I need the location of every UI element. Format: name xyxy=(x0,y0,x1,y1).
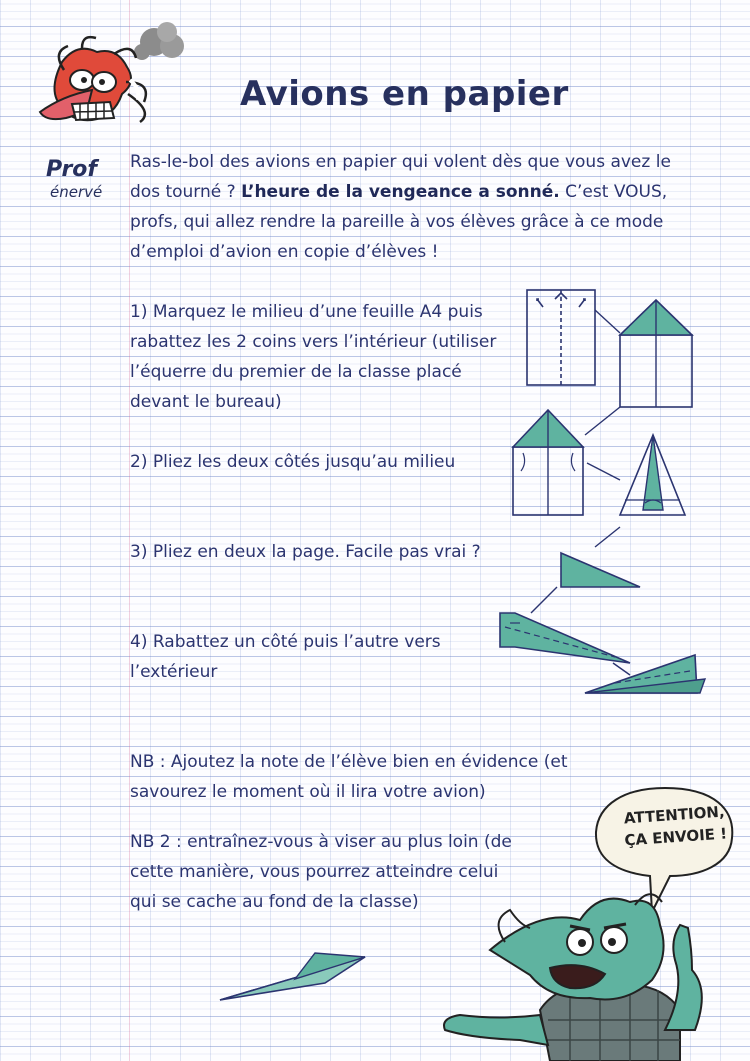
angry-prof-illustration xyxy=(22,22,192,162)
fold-step-1-sheet xyxy=(527,290,595,385)
step-2-text: 2) Pliez les deux côtés jusqu’au milieu xyxy=(130,452,456,472)
folding-diagrams xyxy=(495,285,715,705)
intro-text-1: Ras-le-bol des avions en papier qui volent dès que vous avez le dos tourné ? xyxy=(130,152,671,202)
fold-step-3-shape xyxy=(561,553,640,587)
intro-paragraph xyxy=(130,147,690,267)
intro-text-2: C’est VOUS, profs, qui allez rendre la pareille à vos élèves grâce à ce mode d’emploi d’avion en copie d’élèves ! xyxy=(130,182,668,262)
paper-plane-icon xyxy=(215,945,375,1005)
green-prof-illustration xyxy=(430,880,750,1061)
fold-step-1-result xyxy=(620,300,692,407)
prof-badge-sublabel: énervé xyxy=(50,183,103,201)
speech-bubble-line-2: ÇA ENVOIE ! xyxy=(623,824,728,850)
prof-badge-label: Prof xyxy=(46,157,97,182)
speech-bubble-text xyxy=(614,800,737,852)
fold-step-4-shape xyxy=(500,613,630,663)
fold-step-2-sheet xyxy=(513,410,583,515)
note-1-text: NB : Ajoutez la note de l’élève bien en évidence (et savourez le moment où il lira votre avion) xyxy=(130,752,568,802)
step-3-text: 3) Pliez en deux la page. Facile pas vrai ? xyxy=(130,542,481,562)
smoke-cloud-icon xyxy=(134,22,184,60)
step-4-text: 4) Rabattez un côté puis l’autre vers l’extérieur xyxy=(130,632,441,682)
step-1-text: 1) Marquez le milieu d’une feuille A4 puis rabattez les 2 coins vers l’intérieur (utiliser l’équerre du premier de la classe placé devant le bureau) xyxy=(130,302,497,412)
page-title: Avions en papier xyxy=(240,74,569,114)
fold-step-2-result xyxy=(620,435,685,515)
speech-bubble-line-1: ATTENTION, xyxy=(623,802,726,828)
fold-step-4-final-plane xyxy=(585,655,705,693)
intro-bold-text: L’heure de la vengeance a sonné. xyxy=(241,182,560,202)
note-2-text: NB 2 : entraînez-vous à viser au plus loin (de cette manière, vous pourrez atteindre celui qui se cache au fond de la classe) xyxy=(130,832,512,912)
